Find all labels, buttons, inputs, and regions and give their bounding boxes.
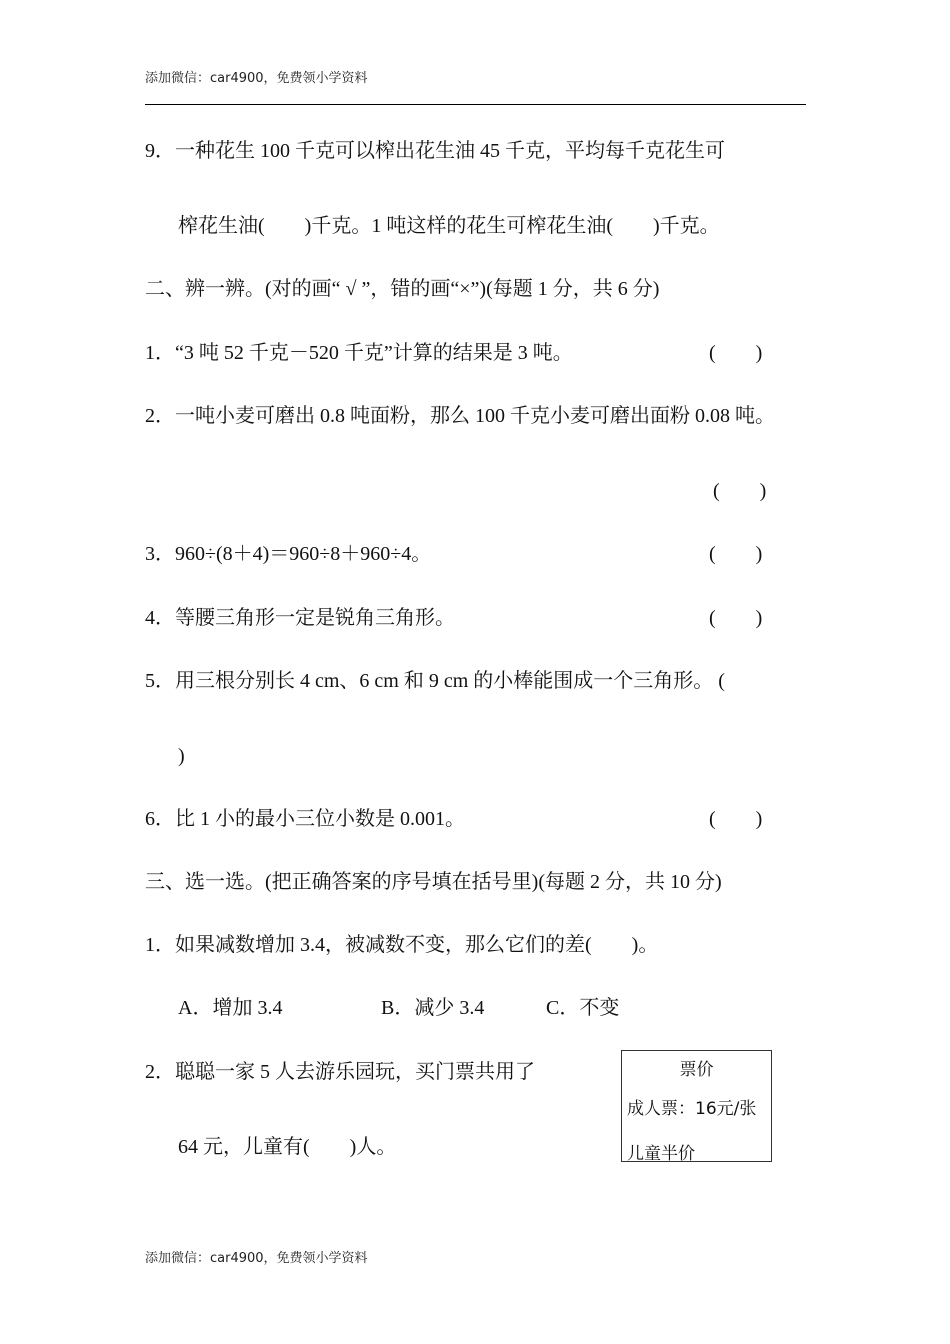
s3-q1-option-c: C．不变 [546,997,620,1019]
s3-q2-line1: 2．聪聪一家 5 人去游乐园玩，买门票共用了 [145,1061,535,1083]
section3-title: 三、选一选。(把正确答案的序号填在括号里)(每题 2 分，共 10 分) [145,871,722,893]
page-header: 添加微信：car4900，免费领小学资料 [145,71,368,86]
ticket-price-box [621,1050,772,1162]
s2-item-4-answer: ( ) [709,607,763,629]
q9-line2: 榨花生油( )千克。1 吨这样的花生可榨花生油( )千克。 [178,215,720,237]
ticket-title: 票价 [679,1060,714,1080]
s3-q1-option-a: A．增加 3.4 [178,997,283,1019]
ticket-child-price: 儿童半价 [627,1144,695,1164]
s3-q1-option-b: B．减少 3.4 [381,997,485,1019]
s2-item-5: 5．用三根分别长 4 cm、6 cm 和 9 cm 的小棒能围成一个三角形。 ( [145,670,725,692]
s3-q2-line2: 64 元，儿童有( )人。 [178,1136,397,1158]
s2-item-3-answer: ( ) [709,543,763,565]
s2-item-5-answer: ) [178,745,185,767]
q9-line1: 9．一种花生 100 千克可以榨出花生油 45 千克，平均每千克花生可 [145,140,725,162]
s2-item-6: 6．比 1 小的最小三位小数是 0.001。 [145,808,465,830]
s2-item-3: 3．960÷(8＋4)＝960÷8＋960÷4。 [145,543,432,565]
s2-item-4: 4．等腰三角形一定是锐角三角形。 [145,607,455,629]
page-footer: 添加微信：car4900，免费领小学资料 [145,1251,368,1266]
s2-item-1: 1．“3 吨 52 千克－520 千克”计算的结果是 3 吨。 [145,342,573,364]
ticket-adult-price: 成人票：16元/张 [627,1099,757,1119]
section2-title: 二、辨一辨。(对的画“ √ ”，错的画“×”)(每题 1 分，共 6 分) [145,278,660,300]
s2-item-1-answer: ( ) [709,342,763,364]
s2-item-2-answer: ( ) [713,480,767,502]
s3-q1: 1．如果减数增加 3.4，被减数不变，那么它们的差( )。 [145,934,659,956]
header-divider [145,104,806,105]
s2-item-6-answer: ( ) [709,808,763,830]
s2-item-2: 2．一吨小麦可磨出 0.8 吨面粉，那么 100 千克小麦可磨出面粉 0.08 吨。 [145,405,775,427]
